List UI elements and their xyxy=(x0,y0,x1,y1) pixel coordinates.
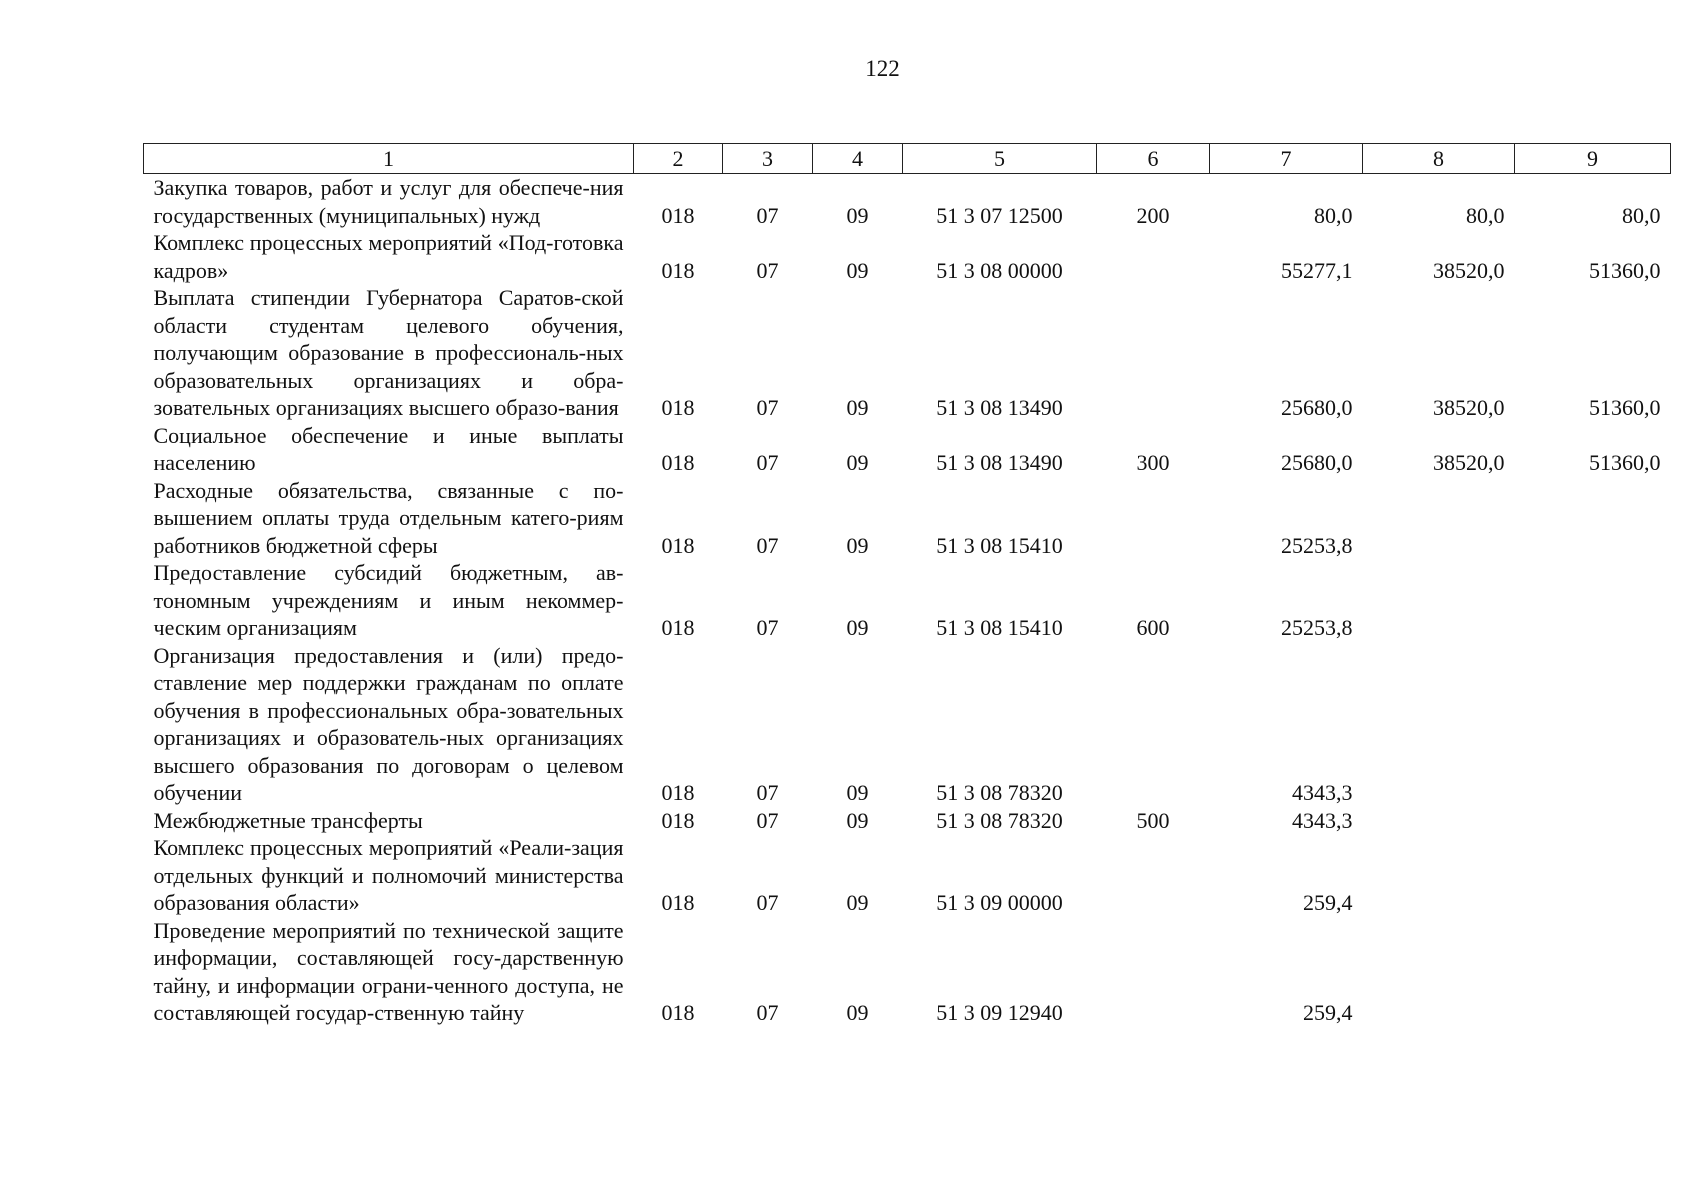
row-subsection: 09 xyxy=(846,780,869,805)
row-amount-9 xyxy=(1515,642,1671,807)
row-amount-7: 4343,3 xyxy=(1292,780,1353,805)
row-section: 07 xyxy=(756,202,779,228)
row-subsection: 09 xyxy=(846,532,869,558)
header-col-6: 6 xyxy=(1097,144,1210,174)
row-amount-7: 259,4 xyxy=(1303,890,1353,915)
row-subsection: 09 xyxy=(846,1000,869,1025)
header-col-5: 5 xyxy=(903,144,1097,174)
row-subsection: 09 xyxy=(846,257,869,283)
row-ministry-code: 018 xyxy=(661,395,695,420)
row-name: Закупка товаров, работ и услуг для обеспече-ния государственных (муниципальных) нужд xyxy=(153,175,624,228)
row-ministry-code: 018 xyxy=(661,890,695,915)
row-section: 07 xyxy=(756,257,779,283)
row-amount-7: 55277,1 xyxy=(1281,257,1353,283)
row-expense-type xyxy=(1097,642,1210,807)
row-target-article: 51 3 08 78320 xyxy=(936,780,1063,805)
row-expense-type: 200 xyxy=(1136,202,1170,228)
row-name: Комплекс процессных мероприятий «Реали-зация отдельных функций и полномочий министерства образования области» xyxy=(153,835,624,915)
row-ministry-code: 018 xyxy=(661,615,695,640)
row-amount-8: 38520,0 xyxy=(1433,257,1505,283)
table-header xyxy=(144,144,1671,174)
row-section: 07 xyxy=(756,807,779,833)
row-amount-9 xyxy=(1515,559,1671,642)
row-amount-9 xyxy=(1515,917,1671,1027)
row-amount-7: 80,0 xyxy=(1314,202,1353,228)
row-target-article: 51 3 09 12940 xyxy=(936,1000,1063,1025)
row-amount-8: 80,0 xyxy=(1466,202,1505,228)
row-amount-8 xyxy=(1363,642,1515,807)
row-expense-type xyxy=(1097,229,1210,284)
row-target-article: 51 3 07 12500 xyxy=(936,202,1063,228)
table-row xyxy=(144,422,1671,477)
row-amount-7: 25680,0 xyxy=(1281,395,1353,420)
header-col-7: 7 xyxy=(1210,144,1363,174)
table-row xyxy=(144,807,1671,835)
header-col-8: 8 xyxy=(1363,144,1515,174)
header-col-2: 2 xyxy=(634,144,723,174)
page-number: 122 xyxy=(865,56,900,81)
row-section: 07 xyxy=(756,890,779,915)
table-row xyxy=(144,477,1671,560)
row-name: Межбюджетные трансферты xyxy=(153,807,423,833)
row-name: Комплекс процессных мероприятий «Под-готовка кадров» xyxy=(153,230,624,283)
header-col-1: 1 xyxy=(144,144,634,174)
row-amount-8 xyxy=(1363,834,1515,917)
row-ministry-code: 018 xyxy=(661,532,695,558)
row-section: 07 xyxy=(756,1000,779,1025)
table-row xyxy=(144,229,1671,284)
row-section: 07 xyxy=(756,532,779,558)
row-amount-9 xyxy=(1515,807,1671,835)
row-name: Проведение мероприятий по технической защите информации, составляющей госу-дарственную тайну, и информации ограни-ченного доступа, не составляющей государ-ственную тайну xyxy=(153,917,624,1025)
row-expense-type: 600 xyxy=(1136,615,1170,640)
row-name: Выплата стипендии Губернатора Саратов-ской области студентам целевого обучения, получающим образование в профессиональ-ных образовательных организациях и обра-зовательных организациях высшего образо-вания xyxy=(153,285,624,420)
row-expense-type: 300 xyxy=(1136,450,1170,475)
row-amount-8 xyxy=(1363,477,1515,560)
row-subsection: 09 xyxy=(846,450,869,475)
row-expense-type xyxy=(1097,284,1210,422)
header-col-3: 3 xyxy=(723,144,813,174)
row-amount-9: 51360,0 xyxy=(1589,257,1661,283)
row-ministry-code: 018 xyxy=(661,257,695,283)
row-target-article: 51 3 08 15410 xyxy=(936,532,1063,558)
header-col-9: 9 xyxy=(1515,144,1671,174)
row-ministry-code: 018 xyxy=(661,780,695,805)
row-target-article: 51 3 08 13490 xyxy=(936,395,1063,420)
row-ministry-code: 018 xyxy=(661,807,695,833)
row-target-article: 51 3 08 78320 xyxy=(936,807,1063,833)
row-section: 07 xyxy=(756,615,779,640)
header-row xyxy=(144,144,1671,174)
table-row xyxy=(144,642,1671,807)
row-target-article: 51 3 08 15410 xyxy=(936,615,1063,640)
row-ministry-code: 018 xyxy=(661,1000,695,1025)
row-amount-7: 25253,8 xyxy=(1281,615,1353,640)
row-amount-8 xyxy=(1363,807,1515,835)
row-amount-9 xyxy=(1515,834,1671,917)
table-row xyxy=(144,559,1671,642)
row-amount-8 xyxy=(1363,559,1515,642)
row-target-article: 51 3 09 00000 xyxy=(936,890,1063,915)
table-body xyxy=(144,174,1671,1027)
row-name: Организация предоставления и (или) предо-ставление мер поддержки гражданам по оплате обучения в профессиональных обра-зовательных организациях и образователь-ных организациях высшего образования по договорам о целевом обучении xyxy=(153,642,624,805)
row-subsection: 09 xyxy=(846,202,869,228)
budget-table xyxy=(143,143,1671,1027)
table-row xyxy=(144,284,1671,422)
row-name: Расходные обязательства, связанные с по-вышением оплаты труда отдельным катего-риям работников бюджетной сферы xyxy=(153,477,624,558)
header-col-4: 4 xyxy=(813,144,903,174)
row-subsection: 09 xyxy=(846,807,869,833)
row-ministry-code: 018 xyxy=(661,202,695,228)
row-section: 07 xyxy=(756,450,779,475)
row-subsection: 09 xyxy=(846,615,869,640)
table-row xyxy=(144,917,1671,1027)
row-name: Предоставление субсидий бюджетным, ав-тономным учреждениям и иным некоммер-ческим организациям xyxy=(153,560,624,640)
row-amount-7: 4343,3 xyxy=(1292,807,1353,833)
row-amount-9: 51360,0 xyxy=(1589,395,1661,420)
row-amount-9 xyxy=(1515,477,1671,560)
row-target-article: 51 3 08 00000 xyxy=(936,257,1063,283)
row-expense-type xyxy=(1097,477,1210,560)
row-target-article: 51 3 08 13490 xyxy=(936,450,1063,475)
row-ministry-code: 018 xyxy=(661,450,695,475)
row-amount-9: 80,0 xyxy=(1622,202,1661,228)
row-section: 07 xyxy=(756,395,779,420)
row-amount-8: 38520,0 xyxy=(1433,395,1505,420)
row-subsection: 09 xyxy=(846,395,869,420)
table-row xyxy=(144,834,1671,917)
row-subsection: 09 xyxy=(846,890,869,915)
row-name: Социальное обеспечение и иные выплаты населению xyxy=(153,422,624,475)
row-amount-8: 38520,0 xyxy=(1433,450,1505,475)
row-amount-8 xyxy=(1363,917,1515,1027)
row-expense-type: 500 xyxy=(1136,807,1170,833)
row-amount-7: 25253,8 xyxy=(1281,532,1353,558)
row-amount-9: 51360,0 xyxy=(1589,450,1661,475)
row-expense-type xyxy=(1097,834,1210,917)
row-amount-7: 25680,0 xyxy=(1281,450,1353,475)
table-row xyxy=(144,174,1671,230)
row-expense-type xyxy=(1097,917,1210,1027)
row-section: 07 xyxy=(756,780,779,805)
row-amount-7: 259,4 xyxy=(1303,1000,1353,1025)
